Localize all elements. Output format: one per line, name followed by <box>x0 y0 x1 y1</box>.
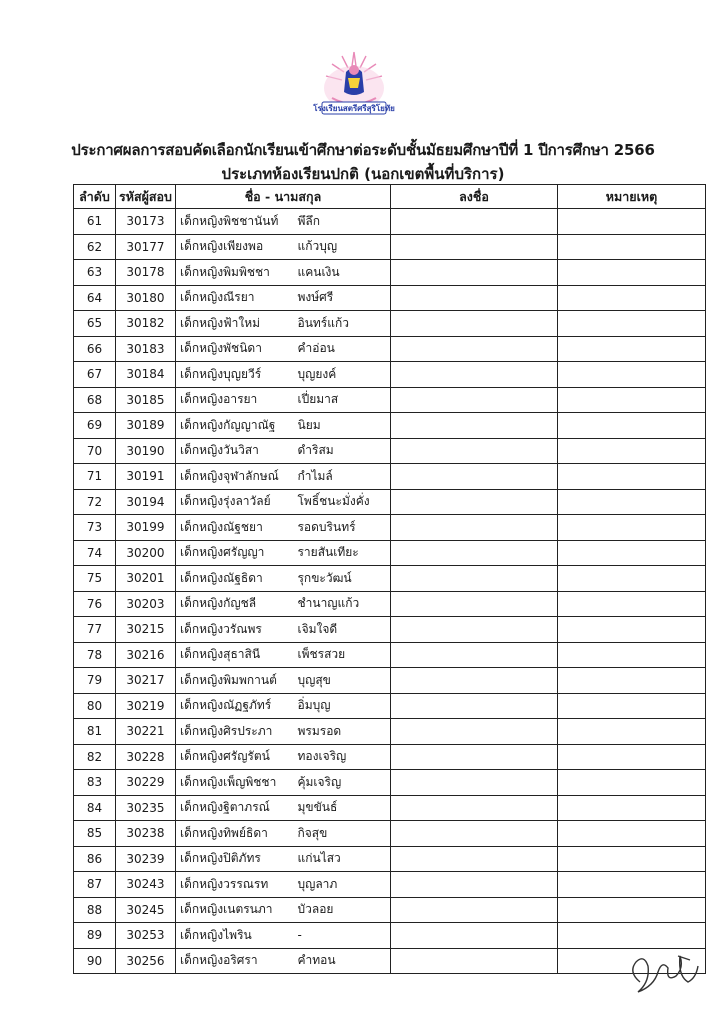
row-order: 67 <box>74 362 116 388</box>
row-order: 88 <box>74 897 116 923</box>
row-remark-cell <box>557 285 705 311</box>
row-order: 71 <box>74 464 116 490</box>
row-first-name: เด็กหญิงรุ่งลาวัลย์ <box>175 489 293 515</box>
table-row <box>74 311 706 337</box>
row-signature-cell <box>390 693 557 719</box>
row-last-name: โพธิ์ชนะมั่งคั่ง <box>293 489 390 515</box>
announcement-subtitle: ประเภทห้องเรียนปกติ (นอกเขตพื้นที่บริการ) <box>221 165 505 183</box>
row-remark-cell <box>557 642 705 668</box>
row-exam-id: 30185 <box>116 387 176 413</box>
row-remark-cell <box>557 489 705 515</box>
row-remark-cell <box>557 387 705 413</box>
row-first-name: เด็กหญิงจุฬาลักษณ์ <box>175 464 293 490</box>
table-row <box>74 234 706 260</box>
handwritten-signature-icon <box>618 942 708 1002</box>
row-first-name: เด็กหญิงศรัญรัตน์ <box>175 744 293 770</box>
row-last-name: ทองเจริญ <box>293 744 390 770</box>
row-signature-cell <box>390 489 557 515</box>
table-row <box>74 897 706 923</box>
row-order: 79 <box>74 668 116 694</box>
header-full-name: ชื่อ - นามสกุล <box>175 185 390 209</box>
row-signature-cell <box>390 362 557 388</box>
row-first-name: เด็กหญิงเพียงพอ <box>175 234 293 260</box>
row-signature-cell <box>390 846 557 872</box>
row-order: 89 <box>74 923 116 949</box>
row-first-name: เด็กหญิงกัญชลี <box>175 591 293 617</box>
row-signature-cell <box>390 209 557 235</box>
row-first-name: เด็กหญิงไพริน <box>175 923 293 949</box>
row-remark-cell <box>557 566 705 592</box>
row-order: 78 <box>74 642 116 668</box>
row-order: 83 <box>74 770 116 796</box>
row-exam-id: 30245 <box>116 897 176 923</box>
table-header-row <box>74 185 706 209</box>
row-exam-id: 30191 <box>116 464 176 490</box>
row-last-name: มุขขันธ์ <box>293 795 390 821</box>
row-exam-id: 30235 <box>116 795 176 821</box>
row-order: 86 <box>74 846 116 872</box>
row-first-name: เด็กหญิงศรัญญา <box>175 540 293 566</box>
table-row <box>74 693 706 719</box>
row-signature-cell <box>390 744 557 770</box>
row-last-name: บุญลาภ <box>293 872 390 898</box>
row-exam-id: 30253 <box>116 923 176 949</box>
row-first-name: เด็กหญิงพิชชานันท์ <box>175 209 293 235</box>
row-order: 81 <box>74 719 116 745</box>
row-last-name: รุกขะวัฒน์ <box>293 566 390 592</box>
row-exam-id: 30177 <box>116 234 176 260</box>
table-row <box>74 438 706 464</box>
row-first-name: เด็กหญิงเพ็ญพิชชา <box>175 770 293 796</box>
row-first-name: เด็กหญิงวรรณรท <box>175 872 293 898</box>
table-row <box>74 464 706 490</box>
row-last-name: แก่นไสว <box>293 846 390 872</box>
announcement-title: ประกาศผลการสอบคัดเลือกนักเรียนเข้าศึกษาต่อระดับชั้นมัธยมศึกษาปีที่ 1 ปีการศึกษา 2566 <box>71 141 655 159</box>
table-row <box>74 540 706 566</box>
row-order: 63 <box>74 260 116 286</box>
row-exam-id: 30200 <box>116 540 176 566</box>
table-row <box>74 489 706 515</box>
row-exam-id: 30184 <box>116 362 176 388</box>
row-first-name: เด็กหญิงณีรยา <box>175 285 293 311</box>
row-signature-cell <box>390 948 557 974</box>
row-exam-id: 30199 <box>116 515 176 541</box>
row-first-name: เด็กหญิงพิมพกานต์ <box>175 668 293 694</box>
table-row <box>74 387 706 413</box>
row-signature-cell <box>390 387 557 413</box>
row-signature-cell <box>390 285 557 311</box>
row-first-name: เด็กหญิงพิมพิชชา <box>175 260 293 286</box>
row-exam-id: 30228 <box>116 744 176 770</box>
row-order: 84 <box>74 795 116 821</box>
table-row <box>74 744 706 770</box>
row-order: 61 <box>74 209 116 235</box>
row-remark-cell <box>557 209 705 235</box>
row-exam-id: 30203 <box>116 591 176 617</box>
row-order: 68 <box>74 387 116 413</box>
row-exam-id: 30183 <box>116 336 176 362</box>
row-exam-id: 30229 <box>116 770 176 796</box>
row-signature-cell <box>390 719 557 745</box>
row-last-name: แคนเงิน <box>293 260 390 286</box>
table-row <box>74 591 706 617</box>
row-remark-cell <box>557 770 705 796</box>
row-remark-cell <box>557 872 705 898</box>
row-remark-cell <box>557 464 705 490</box>
row-last-name: แก้วบุญ <box>293 234 390 260</box>
row-remark-cell <box>557 719 705 745</box>
table-row <box>74 413 706 439</box>
row-first-name: เด็กหญิงศิรประภา <box>175 719 293 745</box>
row-last-name: ดำริสม <box>293 438 390 464</box>
row-signature-cell <box>390 591 557 617</box>
row-last-name: บัวลอย <box>293 897 390 923</box>
row-signature-cell <box>390 515 557 541</box>
table-row <box>74 872 706 898</box>
row-signature-cell <box>390 872 557 898</box>
row-exam-id: 30238 <box>116 821 176 847</box>
row-first-name: เด็กหญิงณัฐชยา <box>175 515 293 541</box>
row-exam-id: 30182 <box>116 311 176 337</box>
row-signature-cell <box>390 897 557 923</box>
row-last-name: นิยม <box>293 413 390 439</box>
row-exam-id: 30190 <box>116 438 176 464</box>
row-order: 64 <box>74 285 116 311</box>
row-first-name: เด็กหญิงฟ้าใหม่ <box>175 311 293 337</box>
row-signature-cell <box>390 464 557 490</box>
row-last-name: เปี่ยมาส <box>293 387 390 413</box>
row-first-name: เด็กหญิงณัฐธิดา <box>175 566 293 592</box>
row-last-name: เจิมใจดี <box>293 617 390 643</box>
row-remark-cell <box>557 260 705 286</box>
header-order: ลำดับ <box>74 185 116 209</box>
row-exam-id: 30243 <box>116 872 176 898</box>
table-row <box>74 846 706 872</box>
row-last-name: บุญสุข <box>293 668 390 694</box>
row-order: 74 <box>74 540 116 566</box>
table-row <box>74 795 706 821</box>
row-exam-id: 30178 <box>116 260 176 286</box>
table-row <box>74 821 706 847</box>
row-order: 73 <box>74 515 116 541</box>
row-signature-cell <box>390 260 557 286</box>
row-first-name: เด็กหญิงวันวิสา <box>175 438 293 464</box>
table-row <box>74 770 706 796</box>
logo-text: โรงเรียนสตรีศรีสุริโยทัย <box>313 104 395 113</box>
row-exam-id: 30216 <box>116 642 176 668</box>
table-row <box>74 336 706 362</box>
row-order: 62 <box>74 234 116 260</box>
row-first-name: เด็กหญิงเนตรนภา <box>175 897 293 923</box>
row-first-name: เด็กหญิงณัฏฐภัทร์ <box>175 693 293 719</box>
row-signature-cell <box>390 617 557 643</box>
row-order: 82 <box>74 744 116 770</box>
row-signature-cell <box>390 821 557 847</box>
header-exam-id: รหัสผู้สอบ <box>116 185 176 209</box>
row-signature-cell <box>390 311 557 337</box>
row-remark-cell <box>557 693 705 719</box>
row-last-name: พรมรอด <box>293 719 390 745</box>
row-exam-id: 30215 <box>116 617 176 643</box>
table-row <box>74 719 706 745</box>
row-last-name: กำไมล์ <box>293 464 390 490</box>
row-order: 76 <box>74 591 116 617</box>
row-exam-id: 30217 <box>116 668 176 694</box>
row-order: 69 <box>74 413 116 439</box>
row-remark-cell <box>557 362 705 388</box>
row-first-name: เด็กหญิงกัญญาณัฐ <box>175 413 293 439</box>
row-signature-cell <box>390 642 557 668</box>
row-first-name: เด็กหญิงปิติภัทร <box>175 846 293 872</box>
row-remark-cell <box>557 540 705 566</box>
row-remark-cell <box>557 311 705 337</box>
row-exam-id: 30173 <box>116 209 176 235</box>
row-remark-cell <box>557 846 705 872</box>
row-signature-cell <box>390 770 557 796</box>
row-exam-id: 30180 <box>116 285 176 311</box>
row-signature-cell <box>390 438 557 464</box>
row-order: 65 <box>74 311 116 337</box>
table-row <box>74 209 706 235</box>
row-first-name: เด็กหญิงอริศรา <box>175 948 293 974</box>
row-order: 75 <box>74 566 116 592</box>
row-last-name: - <box>293 923 390 949</box>
row-last-name: พึลึก <box>293 209 390 235</box>
row-signature-cell <box>390 566 557 592</box>
row-order: 70 <box>74 438 116 464</box>
row-exam-id: 30194 <box>116 489 176 515</box>
row-last-name: อิ่มบุญ <box>293 693 390 719</box>
row-order: 90 <box>74 948 116 974</box>
row-exam-id: 30256 <box>116 948 176 974</box>
row-first-name: เด็กหญิงบุญยวีร์ <box>175 362 293 388</box>
row-last-name: บุญยงค์ <box>293 362 390 388</box>
row-remark-cell <box>557 413 705 439</box>
row-order: 66 <box>74 336 116 362</box>
row-remark-cell <box>557 515 705 541</box>
row-remark-cell <box>557 795 705 821</box>
header-signature: ลงชื่อ <box>390 185 557 209</box>
row-signature-cell <box>390 234 557 260</box>
table-row <box>74 923 706 949</box>
row-signature-cell <box>390 923 557 949</box>
row-exam-id: 30189 <box>116 413 176 439</box>
row-remark-cell <box>557 668 705 694</box>
row-exam-id: 30219 <box>116 693 176 719</box>
row-first-name: เด็กหญิงสุธาสินี <box>175 642 293 668</box>
row-order: 85 <box>74 821 116 847</box>
table-row <box>74 668 706 694</box>
row-first-name: เด็กหญิงวรัณพร <box>175 617 293 643</box>
row-remark-cell <box>557 336 705 362</box>
row-remark-cell <box>557 744 705 770</box>
row-remark-cell <box>557 591 705 617</box>
row-signature-cell <box>390 540 557 566</box>
row-signature-cell <box>390 668 557 694</box>
row-first-name: เด็กหญิงฐิตาภรณ์ <box>175 795 293 821</box>
table-row <box>74 362 706 388</box>
row-first-name: เด็กหญิงอารยา <box>175 387 293 413</box>
row-last-name: กิจสุข <box>293 821 390 847</box>
row-signature-cell <box>390 413 557 439</box>
table-row <box>74 260 706 286</box>
row-last-name: ชำนาญแก้ว <box>293 591 390 617</box>
table-row <box>74 642 706 668</box>
table-row <box>74 285 706 311</box>
row-last-name: เพ็ชรสวย <box>293 642 390 668</box>
row-order: 77 <box>74 617 116 643</box>
row-exam-id: 30201 <box>116 566 176 592</box>
row-order: 80 <box>74 693 116 719</box>
row-first-name: เด็กหญิงพัชนิดา <box>175 336 293 362</box>
table-row <box>74 566 706 592</box>
row-last-name: คำทอน <box>293 948 390 974</box>
header-remark: หมายเหตุ <box>557 185 705 209</box>
row-last-name: คำอ่อน <box>293 336 390 362</box>
row-exam-id: 30239 <box>116 846 176 872</box>
row-remark-cell <box>557 821 705 847</box>
row-exam-id: 30221 <box>116 719 176 745</box>
row-order: 87 <box>74 872 116 898</box>
row-last-name: รอดบรินทร์ <box>293 515 390 541</box>
row-signature-cell <box>390 795 557 821</box>
row-remark-cell <box>557 234 705 260</box>
row-last-name: คุ้มเจริญ <box>293 770 390 796</box>
school-crest-icon <box>312 48 396 118</box>
row-last-name: รายสันเทียะ <box>293 540 390 566</box>
table-row <box>74 617 706 643</box>
row-last-name: อินทร์แก้ว <box>293 311 390 337</box>
table-row <box>74 515 706 541</box>
table-row <box>74 948 706 974</box>
row-remark-cell <box>557 617 705 643</box>
results-table <box>73 184 706 974</box>
row-signature-cell <box>390 336 557 362</box>
row-first-name: เด็กหญิงทิพย์ธิดา <box>175 821 293 847</box>
row-last-name: พงษ์ศรี <box>293 285 390 311</box>
row-remark-cell <box>557 438 705 464</box>
row-remark-cell <box>557 897 705 923</box>
row-order: 72 <box>74 489 116 515</box>
